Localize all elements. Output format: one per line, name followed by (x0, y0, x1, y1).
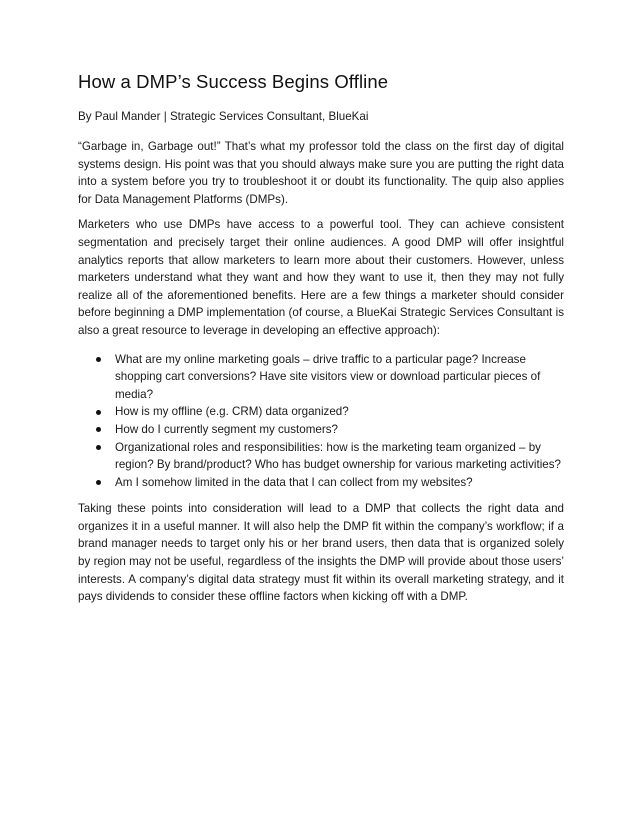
list-item-text: How do I currently segment my customers? (115, 422, 338, 436)
paragraph-marketers: Marketers who use DMPs have access to a powerful tool. They can achieve consistent segmentation and precisely target their online audiences. A good DMP will offer insightful analytics reports that allow marketers to learn more about their customers. However, unless marketers understand what they want and how they want to use it, then they may not fully realize all of the aforementioned benefits. Here are a few things a marketer should consider before beginning a DMP implementation (of course, a BlueKai Strategic Services Consultant is also a great resource to leverage in developing an effective approach): (78, 218, 564, 337)
bullet-icon (96, 357, 101, 362)
list-item (78, 351, 564, 404)
list-item (78, 403, 564, 421)
bullet-icon (96, 480, 101, 485)
list-item (78, 474, 564, 492)
list-item-text: What are my online marketing goals – drive traffic to a particular page? Increase shopping cart conversions? Have site visitors view or download particular pieces of media? (115, 352, 541, 401)
bullet-icon (96, 410, 101, 415)
bullet-icon (96, 427, 101, 432)
document-title: How a DMP’s Success Begins Offline (78, 71, 389, 92)
list-item (78, 421, 564, 439)
list-item-text: How is my offline (e.g. CRM) data organized? (115, 405, 349, 419)
list-item-text: Organizational roles and responsibilities: how is the marketing team organized – by region? By brand/product? Who has budget ownership for various marketing activities? (115, 440, 561, 472)
paragraph-intro: “Garbage in, Garbage out!” That’s what my professor told the class on the first day of digital systems design. His point was that you should always make sure you are putting the right data into a system before you try to troubleshoot it or doubt its functionality. The quip also applies for Data Management Platforms (DMPs). (78, 140, 564, 206)
document-page (78, 70, 564, 614)
bullet-icon (96, 445, 101, 450)
author-byline: By Paul Mander | Strategic Services Consultant, BlueKai (78, 110, 369, 123)
list-item-text: Am I somehow limited in the data that I can collect from my websites? (115, 475, 473, 489)
list-item (78, 439, 564, 474)
paragraph-closing: Taking these points into consideration will lead to a DMP that collects the right data and organizes it in a useful manner. It will also help the DMP fit within the company’s workflow; if a brand manager needs to target only his or her brand users, then data that is organized solely by region may not be useful, regardless of the insights the DMP will provide about those users’ interests. A company’s digital data strategy must fit within its overall marketing strategy, and it pays dividends to consider these offline factors when kicking off with a DMP. (78, 502, 564, 604)
consideration-list (78, 351, 564, 492)
